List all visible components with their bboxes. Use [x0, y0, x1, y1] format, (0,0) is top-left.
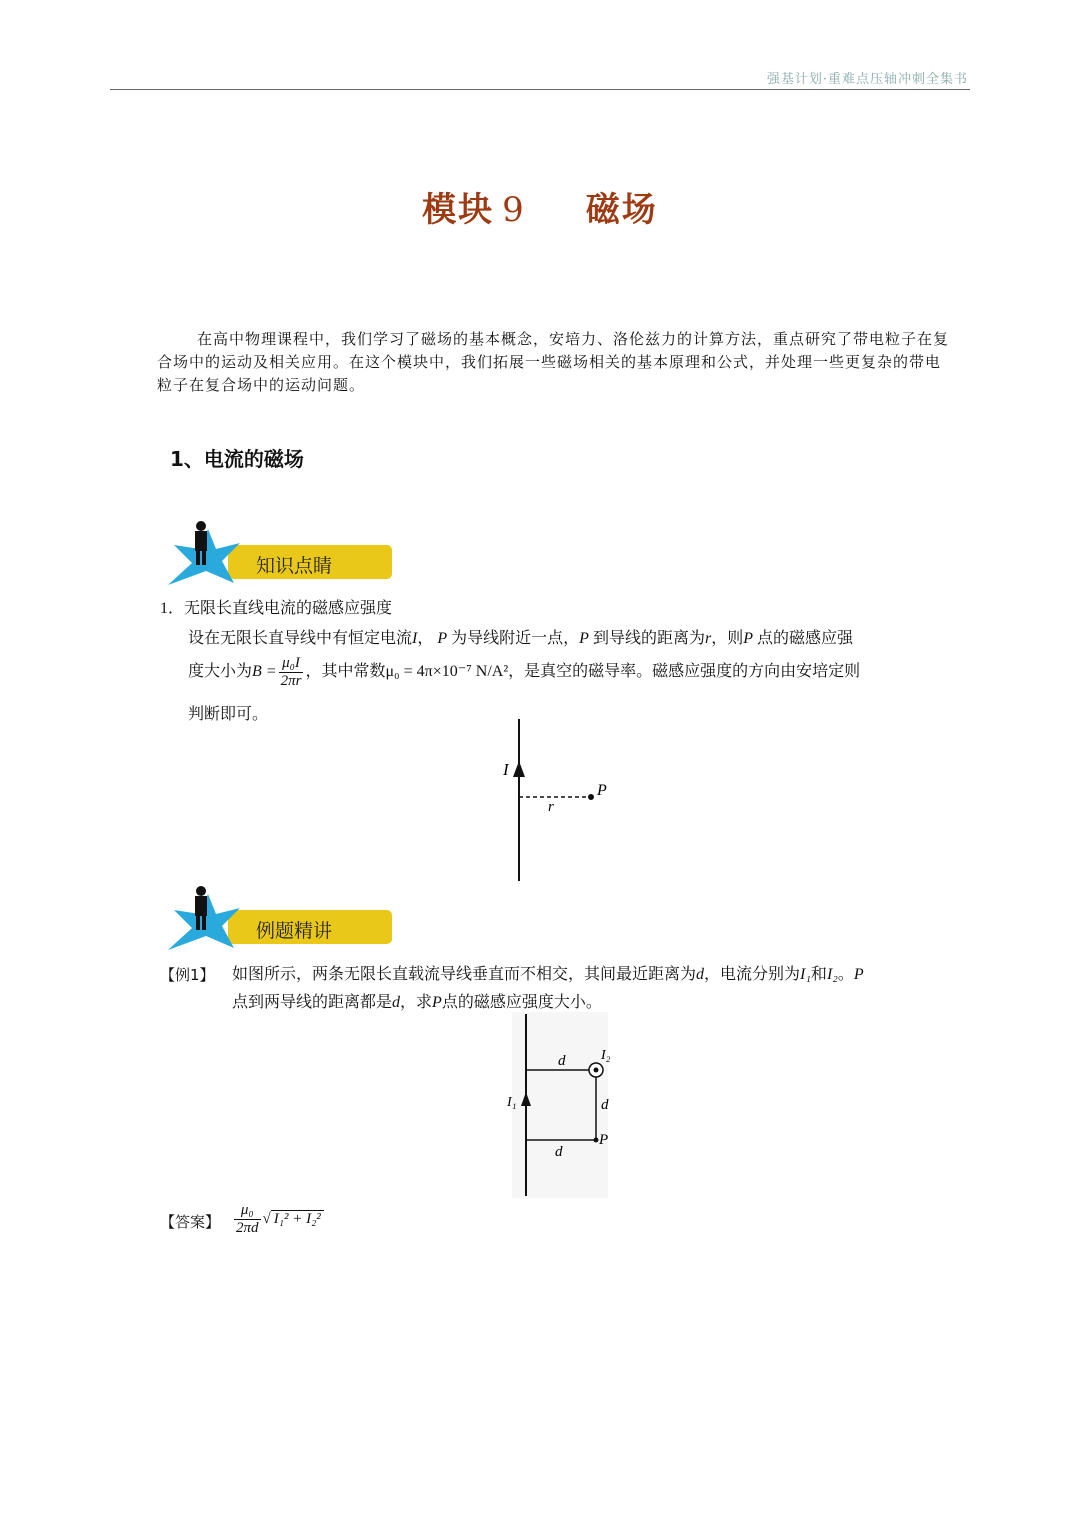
- var-p: P: [437, 630, 448, 647]
- text: 和: [810, 966, 827, 983]
- point-p-dot: [594, 1138, 599, 1143]
- text: 点到两导线的距离都是: [232, 994, 393, 1011]
- answer-radicand: I₁² + I₂²: [271, 1210, 324, 1227]
- knowledge-banner: [166, 515, 396, 587]
- text: ，求: [400, 994, 433, 1011]
- text: 。: [837, 966, 854, 983]
- answer-fraction: [234, 1202, 261, 1237]
- section-heading: 1、电流的磁场: [170, 447, 304, 471]
- text: 为导线附近一点，: [451, 630, 580, 647]
- var-p: P: [743, 630, 753, 647]
- text: ，则: [711, 630, 744, 647]
- var-p: P: [432, 994, 442, 1011]
- text: ，: [417, 630, 434, 647]
- title-topic: 磁场: [585, 190, 658, 230]
- current-out-dot: [594, 1068, 599, 1073]
- label-i1: I₁: [507, 1095, 517, 1110]
- knowledge-item-title: 1．无限长直线电流的磁感应强度: [160, 600, 393, 617]
- var-d: d: [696, 966, 705, 983]
- formula-denominator: 2πr: [280, 672, 302, 689]
- example-banner-label: 例题精讲: [256, 920, 333, 942]
- formula-fraction: [279, 655, 304, 690]
- text: 设在无限长直导线中有恒定电流: [188, 630, 413, 647]
- answer-sqrt: √ I₁² + I₂²: [263, 1211, 324, 1228]
- var-i1: I₁: [800, 966, 811, 983]
- knowledge-line-3: 判断即可。: [188, 706, 269, 723]
- text: 点的磁感应强: [756, 630, 853, 647]
- title-number: 9: [502, 190, 526, 230]
- answer-formula: [232, 1202, 324, 1237]
- text: 点的磁感应强度大小。: [441, 994, 602, 1011]
- label-p: P: [597, 782, 607, 799]
- label-p: P: [599, 1132, 609, 1148]
- var-i: I: [412, 630, 418, 647]
- mu0-constant: μ₀ = 4π×10⁻⁷ N/A²: [385, 663, 509, 680]
- formula-numerator: μ₀I: [279, 655, 304, 673]
- label-d-top: d: [558, 1053, 566, 1069]
- answer-tag: 【答案】: [160, 1213, 221, 1231]
- formula-lhs: B =: [252, 663, 277, 680]
- knowledge-line-1: [188, 624, 958, 654]
- text: 度大小为: [188, 663, 253, 680]
- page-title: [0, 182, 1080, 231]
- example-tag: 【例1】: [160, 966, 215, 984]
- text: ，其中常数: [305, 663, 386, 680]
- answer-numerator: μ₀: [234, 1202, 261, 1220]
- point-p-dot: [588, 794, 594, 800]
- example-line-1: [232, 960, 972, 990]
- label-i2: I₂: [601, 1048, 611, 1063]
- var-r: r: [704, 630, 712, 647]
- var-i2: I₂: [826, 966, 838, 983]
- current-arrow-icon: [513, 761, 525, 777]
- example-banner: [166, 880, 396, 952]
- var-p: P: [579, 630, 589, 647]
- crossed-wires-diagram: [498, 1012, 618, 1198]
- header-divider: [110, 89, 970, 90]
- label-i: I: [503, 760, 509, 779]
- straight-wire-diagram: [495, 715, 625, 885]
- text: ，是真空的磁导率。磁感应强度的方向由安培定则: [508, 663, 861, 680]
- answer-denominator: 2πd: [236, 1220, 259, 1236]
- label-d-right: d: [601, 1097, 609, 1113]
- text: ，电流分别为: [704, 966, 801, 983]
- knowledge-banner-label: 知识点睛: [256, 555, 333, 577]
- var-p: P: [853, 966, 864, 983]
- text: 如图所示，两条无限长直载流导线垂直而不相交，其间最近距离为: [232, 966, 697, 983]
- title-module: 模块: [422, 190, 495, 230]
- var-d: d: [392, 994, 401, 1011]
- label-d-bottom: d: [555, 1144, 563, 1160]
- series-header: 强基计划·重难点压轴冲刺全集书: [766, 72, 968, 87]
- knowledge-line-2: [188, 654, 968, 690]
- label-r: r: [548, 799, 554, 815]
- intro-paragraph: 在高中物理课程中，我们学习了磁场的基本概念，安培力、洛伦兹力的计算方法，重点研究了带电粒子在复合场中的运动及相关应用。在这个模块中，我们拓展一些磁场相关的基本原理和公式，并处理一些更复杂的带电粒子在复合场中的运动问题。: [157, 330, 950, 394]
- text: 到导线的距离为: [592, 630, 705, 647]
